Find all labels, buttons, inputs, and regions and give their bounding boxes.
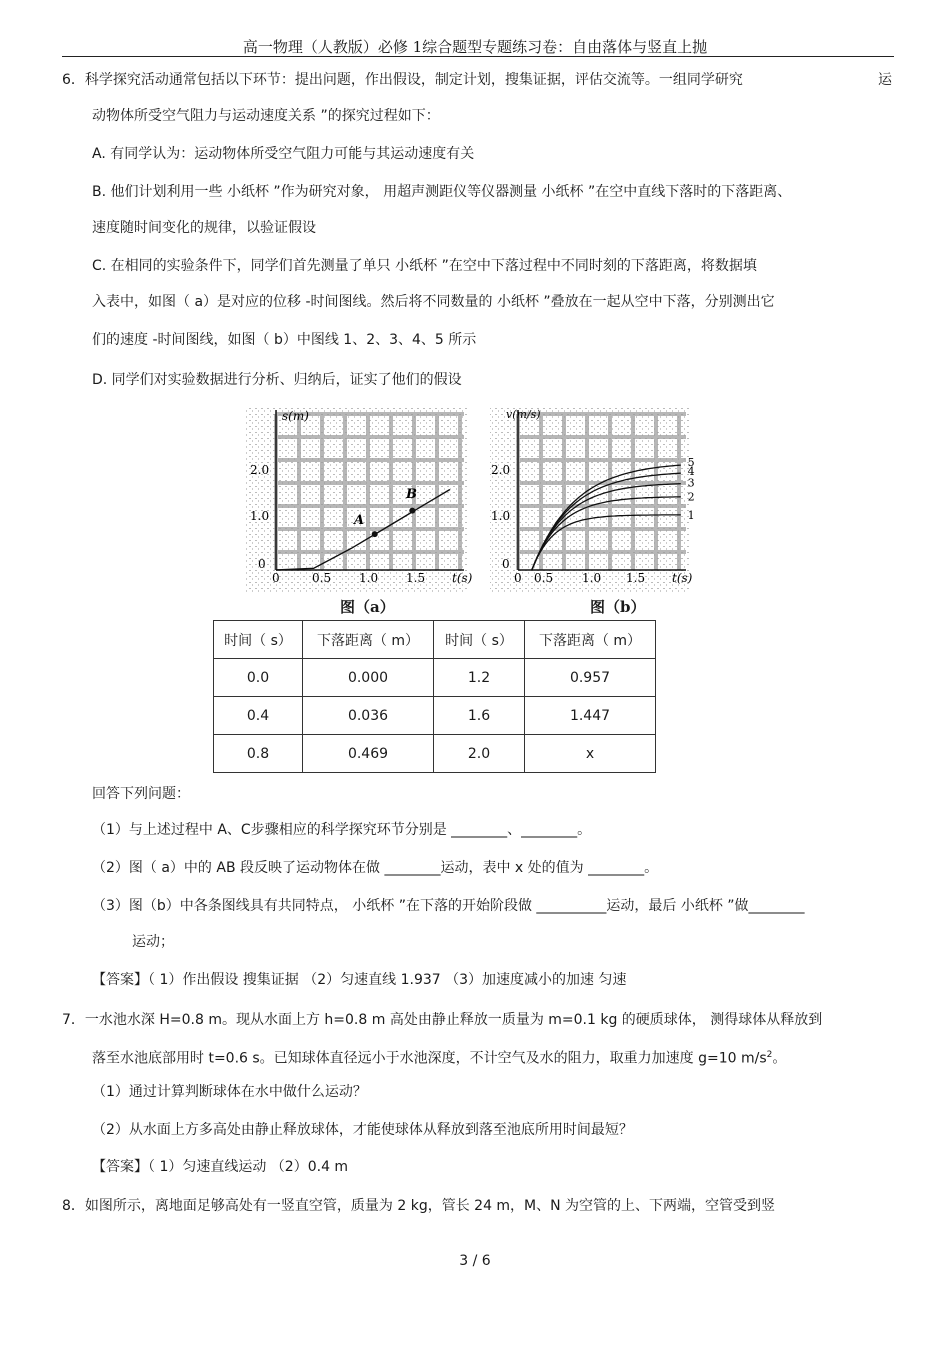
figure-a-caption: 图（a） (340, 598, 395, 616)
figure-a-label-b: B (406, 487, 417, 502)
table-header-cell: 时间（ s） (434, 621, 525, 659)
q7-stem-line2 (92, 1045, 786, 1069)
table-cell: 0.957 (525, 659, 656, 697)
q8-stem-line1: 8．如图所示，离地面足够高处有一竖直空管，质量为 2 kg，管长 24 m，M、N 为空管的上、下两端，空管受到竖 (62, 1198, 776, 1214)
figure-a-ylabel: s(m) (282, 409, 309, 423)
q6-sub-question-2: （2）图（ a）中的 AB 段反映了运动物体在做 ________运动，表中 x 处的值为 ________。 (92, 860, 659, 876)
table-cell: 0.8 (214, 735, 303, 773)
table-cell: x (525, 735, 656, 773)
table-header-row (214, 621, 656, 659)
table-cell: 0.4 (214, 697, 303, 735)
table-cell: 0.036 (303, 697, 434, 735)
q7-stem-line2-text: 落至水池底部用时 t=0.6 s。已知球体直径远小于水池深度，不计空气及水的阻力，取重力加速度 g=10 m/s (92, 1050, 767, 1067)
figure-b-curve-label-2: 2 (687, 490, 695, 504)
q7-superscript: 2 (766, 1050, 773, 1060)
q6-stem-line1-tail: 运 (878, 72, 892, 88)
figure-b-ytick-1: 1.0 (491, 509, 511, 523)
figure-b-xtick-10: 1.0 (582, 571, 602, 585)
figure-a-xtick-05: 0.5 (312, 571, 332, 585)
page-number: 3 / 6 (459, 1253, 491, 1269)
figure-a-point-b (409, 508, 415, 514)
table-cell: 1.2 (434, 659, 525, 697)
figure-b-xtick-0: 0 (514, 571, 522, 585)
figure-b-ytick-0: 0 (502, 557, 510, 571)
table-header-cell: 下落距离（ m） (303, 621, 434, 659)
figure-b-curve-label-4: 4 (687, 465, 695, 479)
q7-sub-question-1: （1）通过计算判断球体在水中做什么运动？ (92, 1084, 367, 1100)
table-cell: 2.0 (434, 735, 525, 773)
table-cell: 0.469 (303, 735, 434, 773)
page-header: 高一物理（人教版）必修 1综合题型专题练习卷：自由落体与竖直上抛 (242, 38, 708, 56)
q7-answer: 【答案】（ 1）匀速直线运动 （2）0.4 m (92, 1159, 349, 1175)
table-row (214, 697, 656, 735)
figure-b-curve-label-5: 5 (687, 455, 695, 469)
q6-stem-line2: 动物体所受空气阻力与运动速度关系 ”的探究过程如下： (92, 108, 440, 124)
table-row (214, 659, 656, 697)
figure-a-point-a (372, 531, 378, 537)
q6-step-c-line2: 入表中，如图（ a）是对应的位移 -时间图线。然后将不同数量的 小纸杯 ”叠放在一起从空中下落，分别测出它 (92, 294, 775, 310)
table-cell: 1.447 (525, 697, 656, 735)
q6-step-c-line3: 们的速度 -时间图线，如图（ b）中图线 1、2、3、4、5 所示 (92, 332, 477, 348)
q6-answer: 【答案】（ 1）作出假设 搜集证据 （2）匀速直线 1.937 （3）加速度减小的加速 匀速 (92, 972, 627, 988)
table-header-cell: 时间（ s） (214, 621, 303, 659)
q6-step-d: D. 同学们对实验数据进行分析、归纳后，证实了他们的假设 (92, 372, 462, 388)
figure-a-label-a: A (354, 513, 365, 528)
figure-a-ytick-2: 2.0 (250, 463, 270, 477)
figure-a-xtick-10: 1.0 (359, 571, 379, 585)
table-row (214, 735, 656, 773)
figure-b-curve-labels (688, 456, 695, 522)
figure-b-xtick-05: 0.5 (534, 571, 554, 585)
figure-a-xlabel: t(s) (452, 571, 473, 585)
figure-b-ylabel: v(m/s) (506, 408, 541, 421)
data-table (213, 620, 656, 773)
q6-questions-intro: 回答下列问题： (92, 786, 190, 802)
header-divider (62, 56, 894, 57)
figure-a-xtick-15: 1.5 (406, 571, 426, 585)
q7-stem-line1: 7．一水池水深 H=0.8 m。现从水面上方 h=0.8 m 高处由静止释放一质量为 m=0.1 kg 的硬质球体， 测得球体从释放到 (62, 1012, 823, 1028)
q7-stem-line2-end: 。 (772, 1050, 787, 1067)
q6-step-b-line2: 速度随时间变化的规律，以验证假设 (92, 220, 316, 236)
q6-step-c-line1: C. 在相同的实验条件下，同学们首先测量了单只 小纸杯 ”在空中下落过程中不同时刻的下落距离，将数据填 (92, 258, 757, 274)
figure-b-graph (488, 400, 693, 600)
table-cell: 1.6 (434, 697, 525, 735)
figure-b-curve-label-1: 1 (687, 508, 695, 522)
q6-stem-line1: 6．科学探究活动通常包括以下环节：提出问题，作出假设，制定计划，搜集证据，评估交流等。一组同学研究 (62, 72, 743, 88)
figure-b-xlabel: t(s) (672, 571, 693, 585)
figure-b-curve-label-3: 3 (687, 476, 695, 490)
figure-b-ytick-2: 2.0 (491, 463, 511, 477)
q7-sub-question-2: （2）从水面上方多高处由静止释放球体，才能使球体从释放到落至池底所用时间最短？ (92, 1122, 633, 1138)
figure-b-caption: 图（b） (590, 598, 646, 616)
q6-step-b-line1: B. 他们计划利用一些 小纸杯 ”作为研究对象， 用超声测距仪等仪器测量 小纸杯 ”在空中直线下落时的下落距离、 (92, 184, 792, 200)
q6-sub-question-3-line2: 运动； (132, 934, 174, 950)
q6-sub-question-3-line1: （3）图（b）中各条图线具有共同特点， 小纸杯 ”在下落的开始阶段做 __________运动，最后 小纸杯 ”做________ (92, 898, 805, 914)
table-cell: 0.0 (214, 659, 303, 697)
figure-a-xtick-0: 0 (272, 571, 280, 585)
table-cell: 0.000 (303, 659, 434, 697)
q6-step-a: A. 有同学认为：运动物体所受空气阻力可能与其运动速度有关 (92, 146, 475, 162)
figure-b-xtick-15: 1.5 (626, 571, 646, 585)
figure-a-ytick-1: 1.0 (250, 509, 270, 523)
figure-a-ytick-0: 0 (258, 557, 266, 571)
q6-sub-question-1: （1）与上述过程中 A、C步骤相应的科学探究环节分别是 ________、________。 (92, 822, 592, 838)
figure-a-graph (236, 400, 471, 600)
table-header-cell: 下落距离（ m） (525, 621, 656, 659)
